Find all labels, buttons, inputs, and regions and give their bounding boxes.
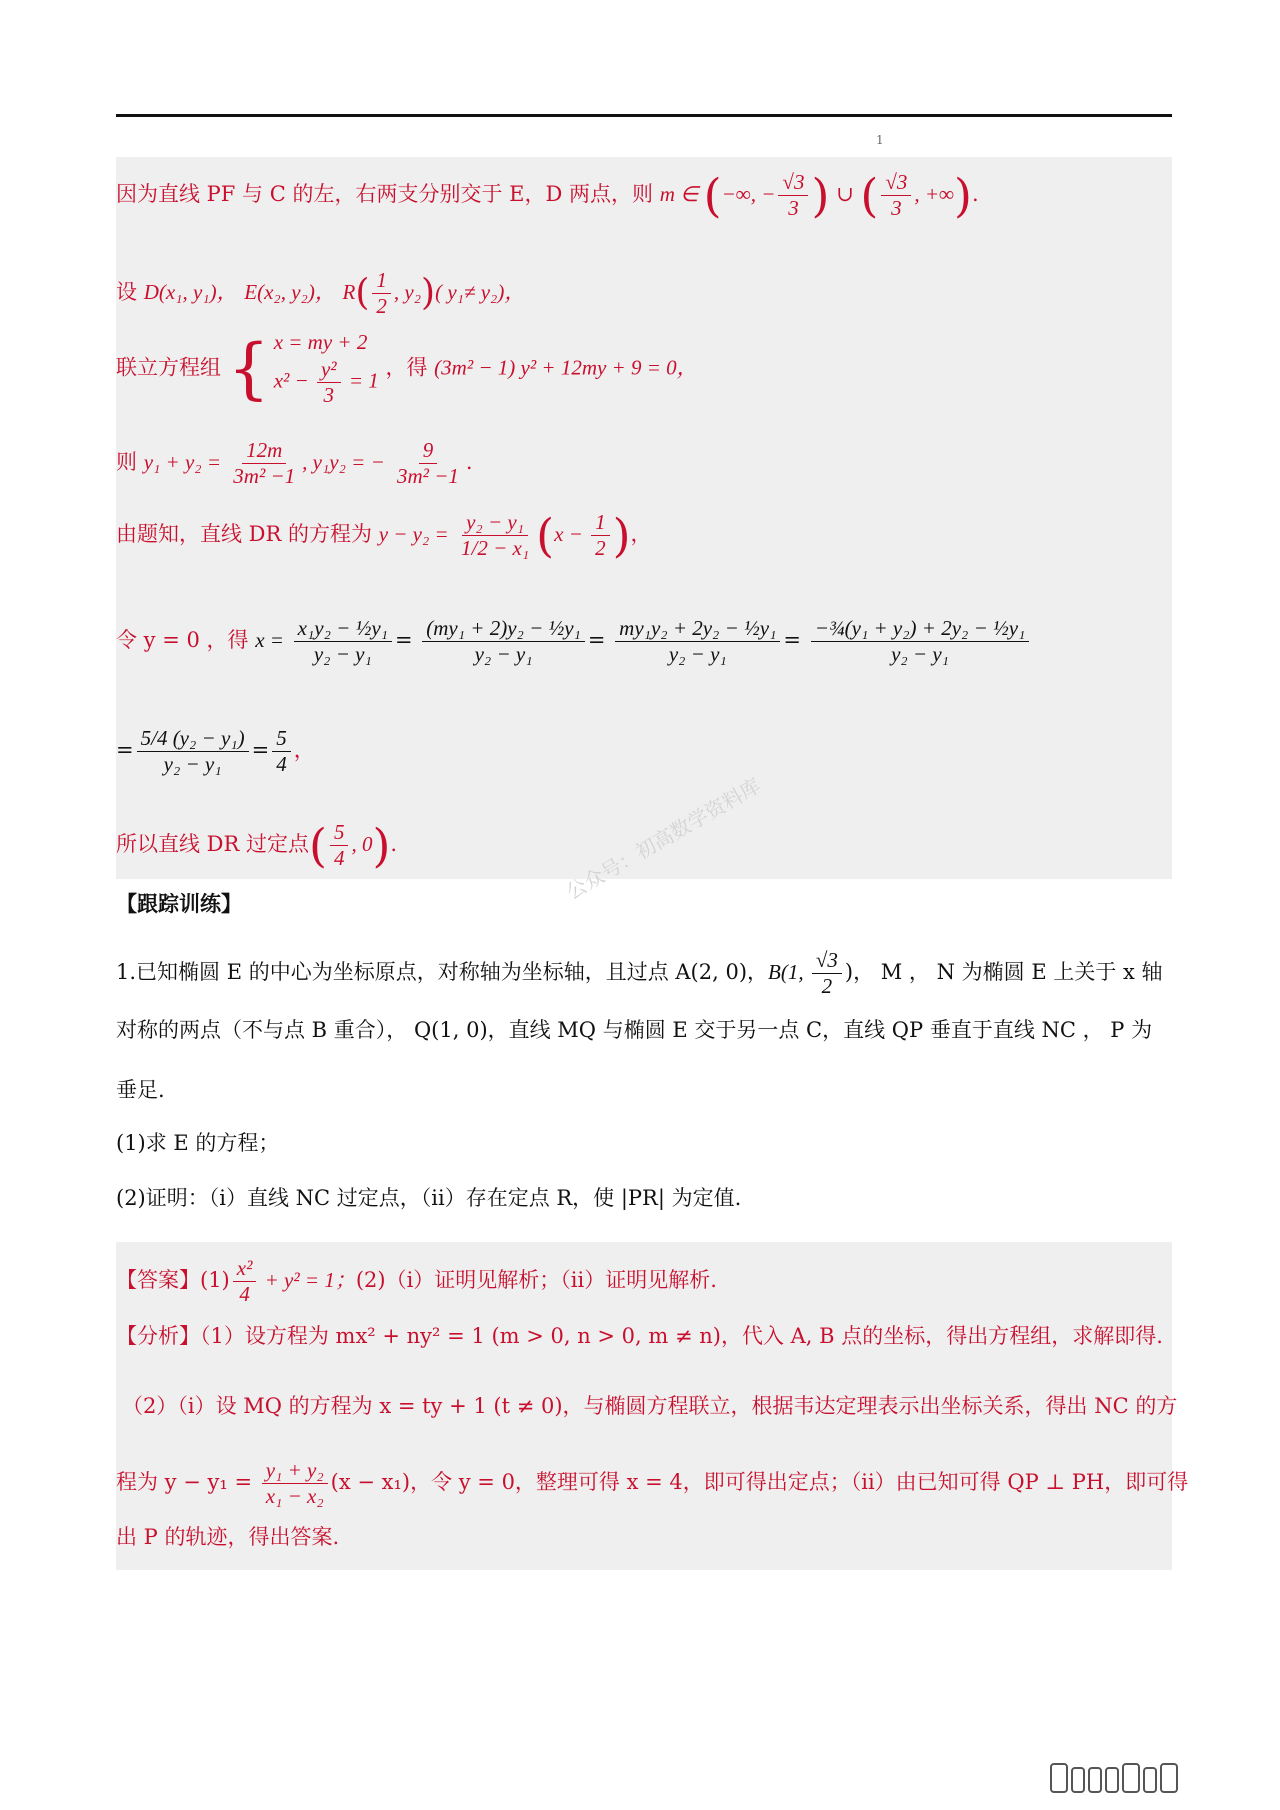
top-rule bbox=[116, 114, 1172, 117]
analysis-line-2: （2）（i）设 MQ 的方程为 x = ty + 1 (t ≠ 0)，与椭圆方程联立，根据韦达定理表示出坐标关系，得出 NC 的方 bbox=[122, 1394, 1178, 1418]
solution-line-7: = $\frac{\text{5/4 (y₂ − y₁)}}{\text{y₂ − y₁}}$ = $\frac{5}{4}$ ， bbox=[116, 726, 315, 776]
training-problem-line-2: 对称的两点（不与点 B 重合）， Q(1, 0)，直线 MQ 与椭圆 E 交于另一点 C，直线 QP 垂直于直线 NC ， P 为 bbox=[116, 1018, 1153, 1042]
training-problem-line-3: 垂足. bbox=[116, 1078, 165, 1102]
training-question-2: (2)证明：（i）直线 NC 过定点，（ii）存在定点 R，使 |PR| 为定值. bbox=[116, 1186, 742, 1210]
solution-line-5: 由题知，直线 DR 的方程为 y − y₂ = $\frac{\text{y₂ − y₁}}{\text{1/2 − x₁}}$ (x − $\frac{1}{2}$ )， bbox=[116, 508, 652, 563]
page-mark: 1 bbox=[876, 133, 884, 147]
answer-line: 【答案】(1) $\frac{\text{x²}}{4}$ + y² = 1；(2)（i）证明见解析；（ii）证明见解析. bbox=[116, 1256, 717, 1306]
training-heading: 【跟踪训练】 bbox=[116, 891, 242, 916]
bottom-corner-logo bbox=[1050, 1763, 1178, 1793]
solution-line-6: 令 y = 0 ，得 x = $\frac{\text{x₁y₂ − ½y₁}}{\text{y₂ − y₁}}$ = $\frac{\text{(my₁ + 2)y₂ − ½y₁}}{\text{y₂ − y₁}}$ = $\frac{\text{my₁y₂ + 2y₂ − ½y₁}}{\text{y₂ − y₁}}$ = $\frac{\text{−¾(y₁ + y₂) + 2y₂ − ½y₁}}{\text{y₂ − y₁}}$ bbox=[116, 618, 1032, 665]
solution-line-3: 联立方程组 { x = my + 2 x² − $\frac{\text{y²}}{3}$ = 1 ，得 (3m² − 1) y² + 12my + 9 = 0， bbox=[116, 330, 698, 407]
solution-line-2: 设 D(x₁, y₁)， E(x₂, y₂)， R( $\frac{1}{2}$ , y₂)( y₁≠ y₂)， bbox=[116, 268, 526, 318]
solution-line-4: 则 y₁ + y₂ = $\frac{12m}{\text{3m² −1}}$ , y₁y₂ = − $\frac{9}{\text{3m² −1}}$ . bbox=[116, 438, 473, 488]
solution-line-8: 所以直线 DR 过定点( $\frac{5}{4}$ , 0). bbox=[116, 818, 398, 873]
watermark: 公众号：初高数学资料库 bbox=[562, 773, 765, 905]
solution-line-1: 因为直线 PF 与 C 的左，右两支分别交于 E，D 两点，则 m ∈ (−∞, − $\frac{√3}{3}$ ) ∪ ( $\frac{√3}{3}$ , +∞). bbox=[116, 168, 979, 223]
training-problem-line-1: 1.已知椭圆 E 的中心为坐标原点，对称轴为坐标轴，且过点 A(2, 0)，B(1, $\frac{√3}{2}$ )， M ， N 为椭圆 E 上关于 x 轴 bbox=[116, 948, 1163, 998]
analysis-line-4: 出 P 的轨迹，得出答案. bbox=[116, 1525, 340, 1549]
training-question-1: (1)求 E 的方程； bbox=[116, 1131, 280, 1155]
analysis-line-1: 【分析】（1）设方程为 mx² + ny² = 1 (m > 0, n > 0, m ≠ n)，代入 A, B 点的坐标，得出方程组，求解即得. bbox=[116, 1324, 1163, 1348]
analysis-line-3: 程为 y − y₁ = $\frac{\text{y₁ + y₂}}{\text{x₁ − x₂}}$ (x − x₁)，令 y = 0，整理可得 x = 4，即可得出定点；（ii）由已知可得 QP ⊥ PH，即可得 bbox=[116, 1458, 1189, 1508]
